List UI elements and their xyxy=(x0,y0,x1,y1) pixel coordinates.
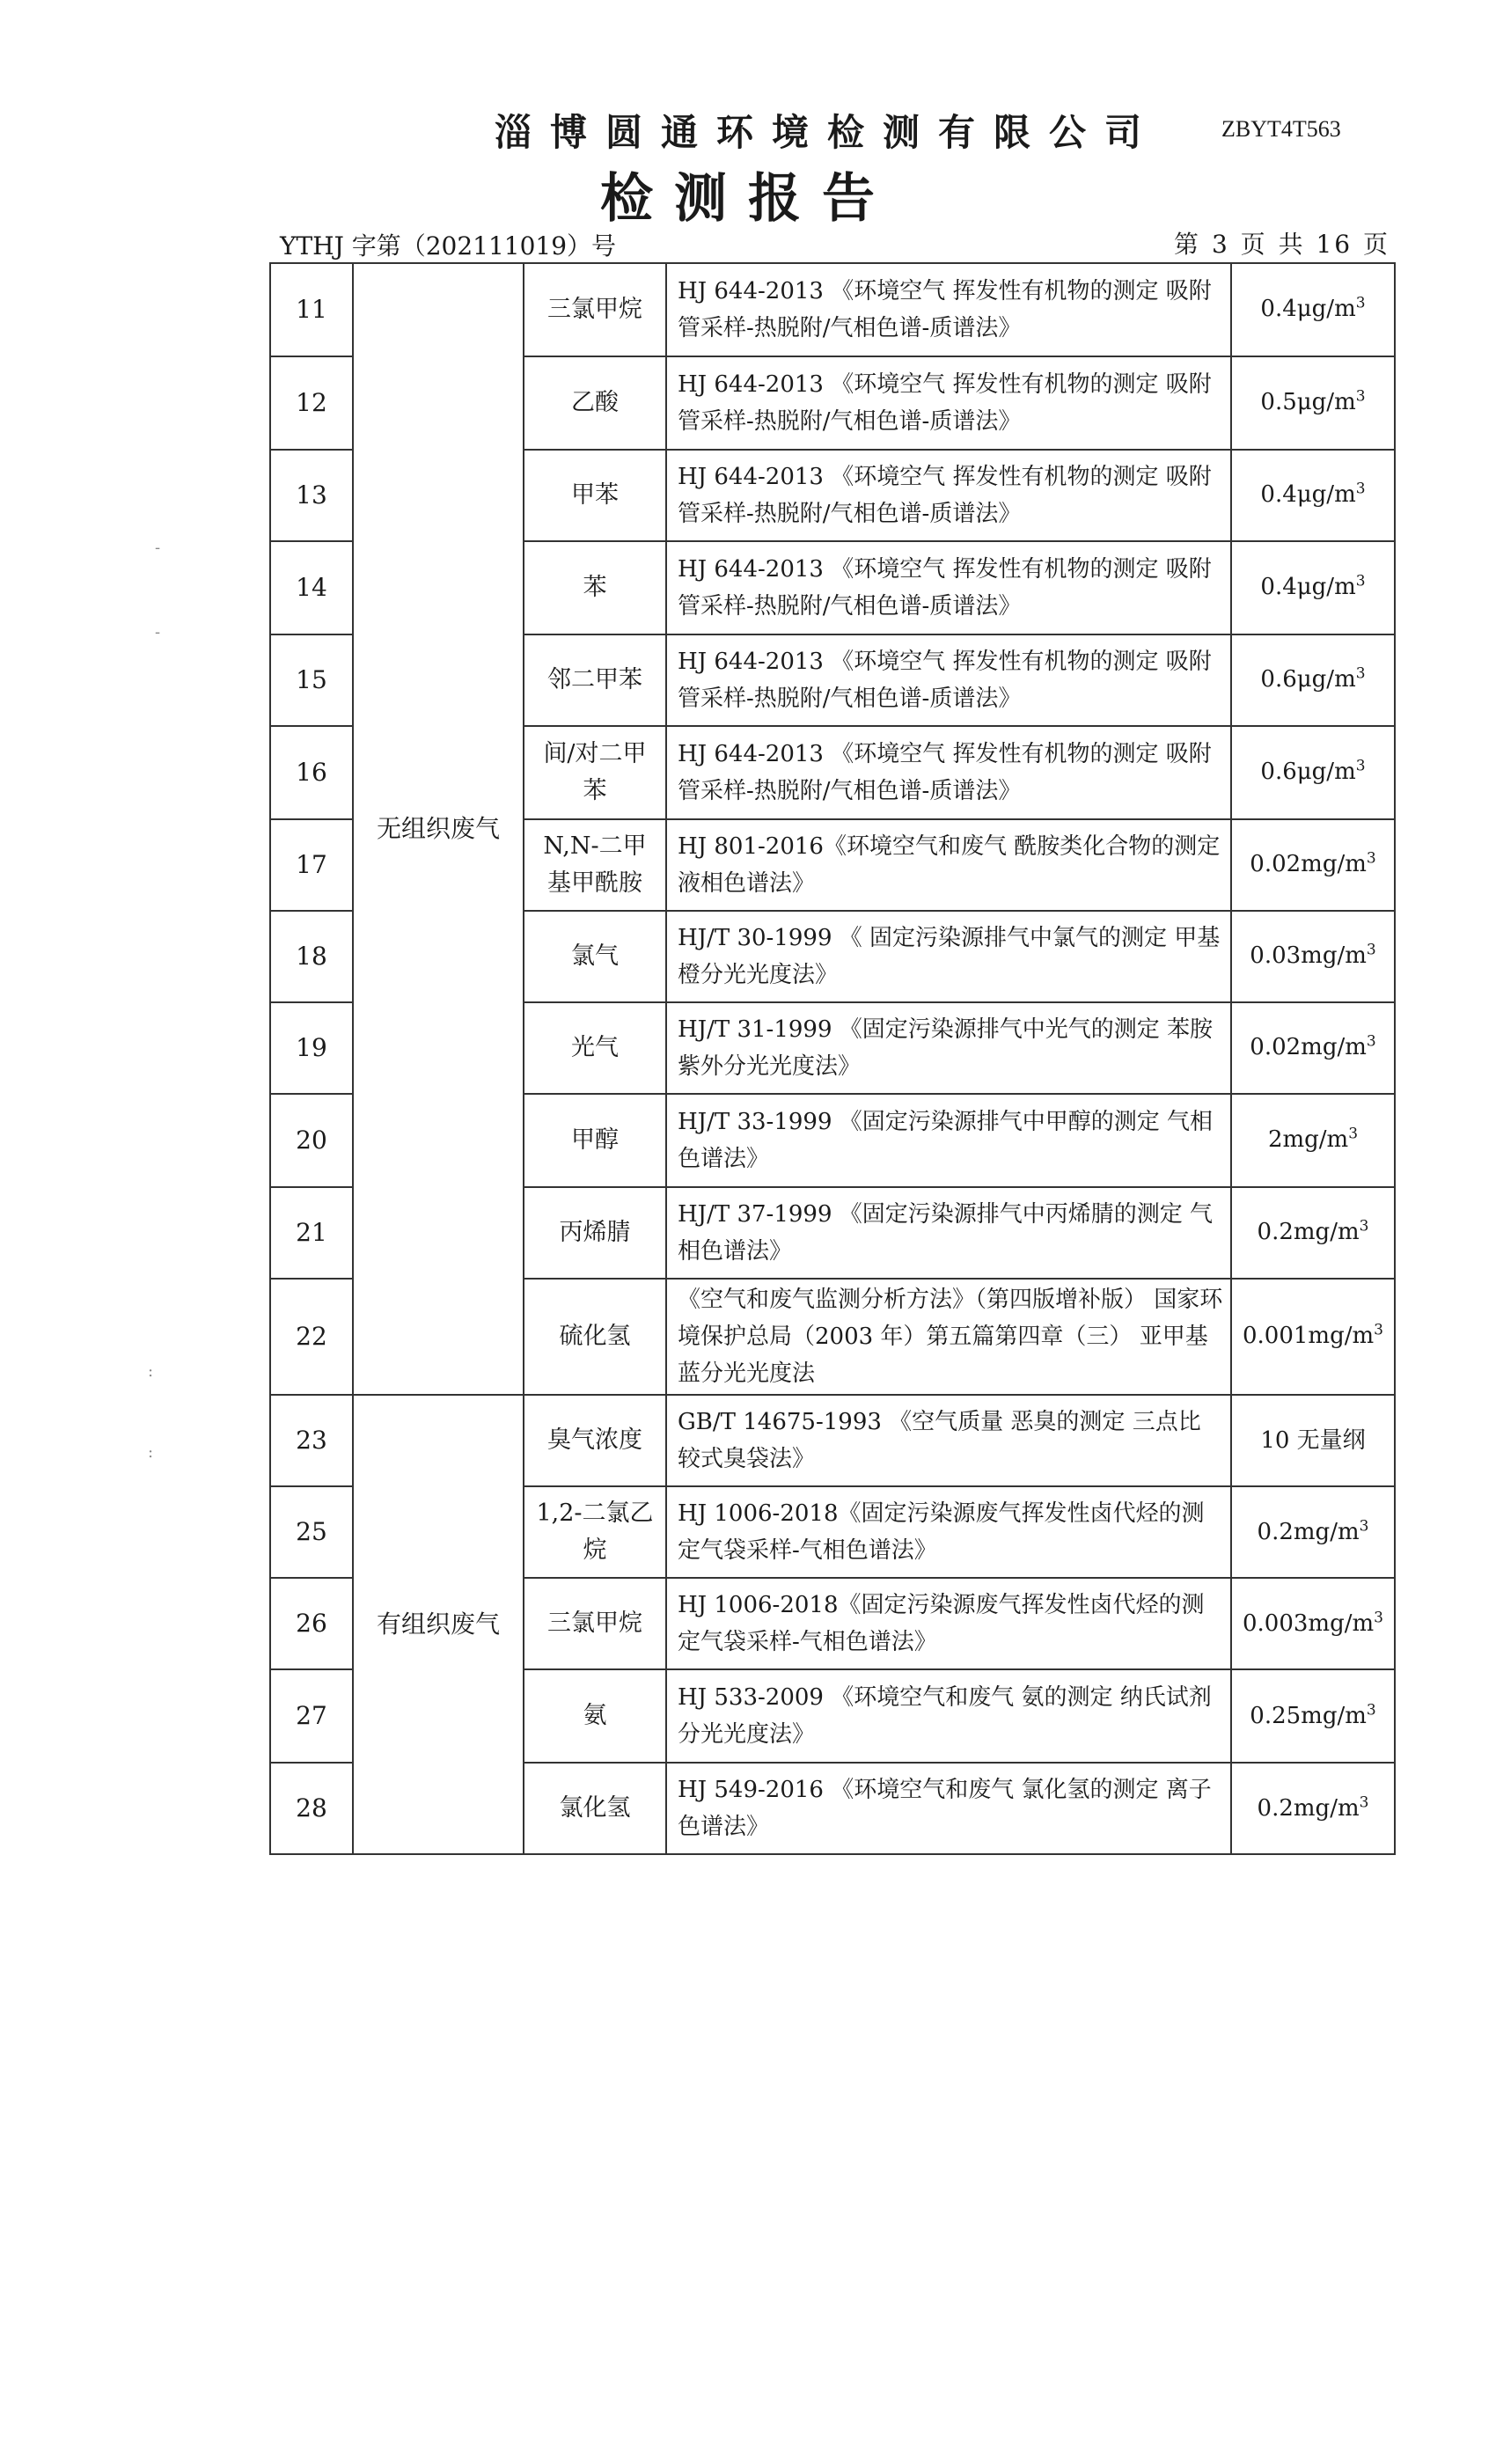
test-method: HJ 1006-2018《固定污染源废气挥发性卤代烃的测定气袋采样-气相色谱法》 xyxy=(666,1486,1231,1578)
limit-value: 10 无量纲 xyxy=(1260,1426,1366,1454)
detection-limit xyxy=(1231,819,1395,911)
table-body xyxy=(270,263,1395,1854)
detection-limit xyxy=(1231,1578,1395,1669)
limit-value: 0.2mg/m xyxy=(1257,1518,1360,1545)
test-item: 光气 xyxy=(524,1002,666,1094)
row-number: 18 xyxy=(270,911,353,1002)
limit-unit-exponent: 3 xyxy=(1359,1793,1369,1811)
test-item: 乙酸 xyxy=(524,356,666,450)
test-item: 氯气 xyxy=(524,911,666,1002)
row-number: 12 xyxy=(270,356,353,450)
detection-limit xyxy=(1231,356,1395,450)
limit-unit-exponent: 3 xyxy=(1374,1608,1383,1626)
limit-value: 0.02mg/m xyxy=(1250,851,1367,878)
limit-value: 0.001mg/m xyxy=(1243,1323,1375,1350)
test-method: HJ 801-2016《环境空气和废气 酰胺类化合物的测定 液相色谱法》 xyxy=(666,819,1231,911)
test-method: HJ 549-2016 《环境空气和废气 氯化氢的测定 离子色谱法》 xyxy=(666,1763,1231,1854)
limit-value: 0.003mg/m xyxy=(1243,1610,1375,1637)
detection-limit xyxy=(1231,1279,1395,1395)
row-number: 21 xyxy=(270,1187,353,1279)
scan-mark: - xyxy=(155,539,161,557)
test-method: HJ 533-2009 《环境空气和废气 氨的测定 纳氏试剂分光光度法》 xyxy=(666,1669,1231,1763)
row-number: 22 xyxy=(270,1279,353,1395)
limit-unit-exponent: 3 xyxy=(1348,1125,1359,1143)
row-number: 25 xyxy=(270,1486,353,1578)
test-item: 甲醇 xyxy=(524,1094,666,1187)
test-method: HJ 644-2013 《环境空气 挥发性有机物的测定 吸附管采样-热脱附/气相色谱-质谱法》 xyxy=(666,356,1231,450)
row-number: 20 xyxy=(270,1094,353,1187)
test-method: HJ 644-2013 《环境空气 挥发性有机物的测定 吸附管采样-热脱附/气相色谱-质谱法》 xyxy=(666,450,1231,541)
limit-value: 0.6μg/m xyxy=(1260,759,1356,786)
limit-unit-exponent: 3 xyxy=(1366,941,1376,959)
row-number: 13 xyxy=(270,450,353,541)
row-number: 15 xyxy=(270,634,353,726)
group-organized-gas: 有组织废气 xyxy=(353,1395,524,1854)
detection-limit xyxy=(1231,541,1395,634)
test-item: 三氯甲烷 xyxy=(524,263,666,356)
limit-unit-exponent: 3 xyxy=(1355,572,1366,590)
page-info: 第 3 页 共 16 页 xyxy=(1174,230,1390,259)
limit-unit-exponent: 3 xyxy=(1355,664,1366,683)
limit-unit-exponent: 3 xyxy=(1359,1516,1369,1535)
test-item: 丙烯腈 xyxy=(524,1187,666,1279)
limit-value: 0.25mg/m xyxy=(1250,1702,1367,1729)
detection-limit xyxy=(1231,263,1395,356)
limit-value: 0.4μg/m xyxy=(1260,574,1356,601)
test-item: 间/对二甲苯 xyxy=(524,726,666,819)
detection-limit xyxy=(1231,1094,1395,1187)
detection-limit xyxy=(1231,1002,1395,1094)
limit-value: 0.4μg/m xyxy=(1260,481,1356,509)
limit-unit-exponent: 3 xyxy=(1355,387,1366,406)
detection-limit xyxy=(1231,1395,1395,1486)
test-item: 氯化氢 xyxy=(524,1763,666,1854)
test-item: 甲苯 xyxy=(524,450,666,541)
test-item: 三氯甲烷 xyxy=(524,1578,666,1669)
row-number: 19 xyxy=(270,1002,353,1094)
detection-limit xyxy=(1231,450,1395,541)
test-method: HJ/T 33-1999 《固定污染源排气中甲醇的测定 气相色谱法》 xyxy=(666,1094,1231,1187)
limit-value: 0.03mg/m xyxy=(1250,942,1367,970)
limit-value: 0.4μg/m xyxy=(1260,296,1356,323)
test-method: 《空气和废气监测分析方法》（第四版增补版） 国家环境保护总局（2003 年）第五篇第四章（三） 亚甲基蓝分光光度法 xyxy=(666,1279,1231,1395)
report-title: 检测报告 xyxy=(600,168,896,230)
scan-mark: : xyxy=(148,1362,154,1381)
detection-limit xyxy=(1231,911,1395,1002)
document-code: ZBYT4T563 xyxy=(1221,116,1341,142)
detection-limit xyxy=(1231,726,1395,819)
detection-limit xyxy=(1231,634,1395,726)
row-number: 26 xyxy=(270,1578,353,1669)
test-method: HJ 644-2013 《环境空气 挥发性有机物的测定 吸附管采样-热脱附/气相色谱-质谱法》 xyxy=(666,263,1231,356)
scan-mark: : xyxy=(148,1443,154,1462)
limit-unit-exponent: 3 xyxy=(1366,849,1376,868)
limit-unit-exponent: 3 xyxy=(1355,480,1366,498)
table-row xyxy=(270,1395,1395,1486)
limit-value: 0.2mg/m xyxy=(1257,1794,1360,1822)
detection-limit xyxy=(1231,1763,1395,1854)
limit-unit-exponent: 3 xyxy=(1359,1217,1369,1236)
report-number: YTHJ 字第（202111019）号 xyxy=(280,231,617,260)
test-method: HJ 644-2013 《环境空气 挥发性有机物的测定 吸附管采样-热脱附/气相色谱-质谱法》 xyxy=(666,726,1231,819)
detection-limit xyxy=(1231,1187,1395,1279)
table-row xyxy=(270,263,1395,356)
row-number: 28 xyxy=(270,1763,353,1854)
test-method: HJ/T 30-1999 《 固定污染源排气中氯气的测定 甲基橙分光光度法》 xyxy=(666,911,1231,1002)
row-number: 14 xyxy=(270,541,353,634)
group-fugitive-gas: 无组织废气 xyxy=(353,263,524,1395)
test-item: 硫化氢 xyxy=(524,1279,666,1395)
scan-mark: - xyxy=(155,623,161,642)
test-item: 苯 xyxy=(524,541,666,634)
test-item: N,N-二甲基甲酰胺 xyxy=(524,819,666,911)
test-item: 邻二甲苯 xyxy=(524,634,666,726)
test-item: 臭气浓度 xyxy=(524,1395,666,1486)
limit-value: 0.2mg/m xyxy=(1257,1219,1360,1246)
company-name: 淄博圆通环境检测有限公司 xyxy=(495,111,1161,154)
detection-limit xyxy=(1231,1486,1395,1578)
limit-value: 0.5μg/m xyxy=(1260,389,1356,416)
test-method: HJ 644-2013 《环境空气 挥发性有机物的测定 吸附管采样-热脱附/气相色谱-质谱法》 xyxy=(666,634,1231,726)
test-item: 氨 xyxy=(524,1669,666,1763)
test-method: HJ/T 31-1999 《固定污染源排气中光气的测定 苯胺紫外分光光度法》 xyxy=(666,1002,1231,1094)
limit-value: 0.6μg/m xyxy=(1260,666,1356,693)
limit-unit-exponent: 3 xyxy=(1374,1321,1383,1339)
row-number: 17 xyxy=(270,819,353,911)
limit-unit-exponent: 3 xyxy=(1366,1032,1376,1051)
row-number: 23 xyxy=(270,1395,353,1486)
limit-unit-exponent: 3 xyxy=(1366,1700,1376,1719)
limit-value: 0.02mg/m xyxy=(1250,1034,1367,1061)
limit-unit-exponent: 3 xyxy=(1355,294,1366,312)
row-number: 16 xyxy=(270,726,353,819)
limit-unit-exponent: 3 xyxy=(1355,757,1366,775)
test-method: HJ/T 37-1999 《固定污染源排气中丙烯腈的测定 气相色谱法》 xyxy=(666,1187,1231,1279)
test-method: HJ 644-2013 《环境空气 挥发性有机物的测定 吸附管采样-热脱附/气相色谱-质谱法》 xyxy=(666,541,1231,634)
row-number: 27 xyxy=(270,1669,353,1763)
test-methods-table xyxy=(269,262,1396,1855)
detection-limit xyxy=(1231,1669,1395,1763)
row-number: 11 xyxy=(270,263,353,356)
test-item: 1,2-二氯乙烷 xyxy=(524,1486,666,1578)
limit-value: 2mg/m xyxy=(1267,1126,1349,1154)
test-method: GB/T 14675-1993 《空气质量 恶臭的测定 三点比较式臭袋法》 xyxy=(666,1395,1231,1486)
header-line xyxy=(264,104,1399,157)
test-method: HJ 1006-2018《固定污染源废气挥发性卤代烃的测定气袋采样-气相色谱法》 xyxy=(666,1578,1231,1669)
